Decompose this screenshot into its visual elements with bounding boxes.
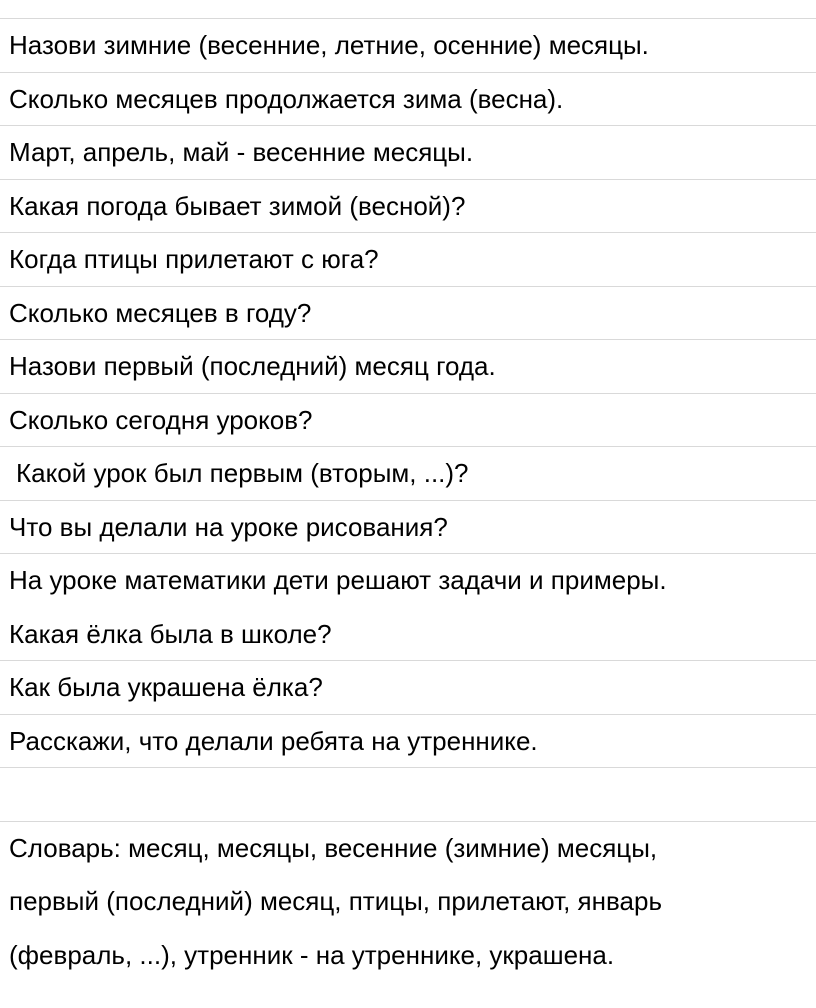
vocabulary-line-2: первый (последний) месяц, птицы, прилетают, январь — [9, 886, 662, 916]
text-row-11: На уроке математики дети решают задачи и примеры. — [9, 565, 667, 595]
vocabulary-line-3: (февраль, ...), утренник - на утреннике, украшена. — [9, 939, 615, 970]
text-row-13: Как была украшена ёлка? — [0, 661, 816, 715]
empty-row — [0, 768, 816, 822]
text-row-6: Сколько месяцев в году? — [0, 287, 816, 341]
text-row-8: Сколько сегодня уроков? — [0, 394, 816, 448]
text-row-4: Какая погода бывает зимой (весной)? — [0, 180, 816, 234]
text-row-14: Расскажи, что делали ребята на утреннике. — [0, 715, 816, 769]
text-table — [0, 18, 816, 982]
text-row-2: Сколько месяцев продолжается зима (весна). — [0, 73, 816, 127]
text-row-1: Назови зимние (весенние, летние, осенние) месяцы. — [0, 19, 816, 73]
vocabulary-line-1: Словарь: месяц, месяцы, весенние (зимние) месяцы, — [9, 832, 658, 863]
text-row-7: Назови первый (последний) месяц года. — [0, 340, 816, 394]
text-row-10: Что вы делали на уроке рисования? — [0, 501, 816, 555]
text-row-12: Какая ёлка была в школе? — [0, 608, 816, 662]
text-row-5: Когда птицы прилетают с юга? — [0, 233, 816, 287]
text-row-9: Какой урок был первым (вторым, ...)? — [0, 447, 816, 501]
text-row-3: Март, апрель, май - весенние месяцы. — [0, 126, 816, 180]
